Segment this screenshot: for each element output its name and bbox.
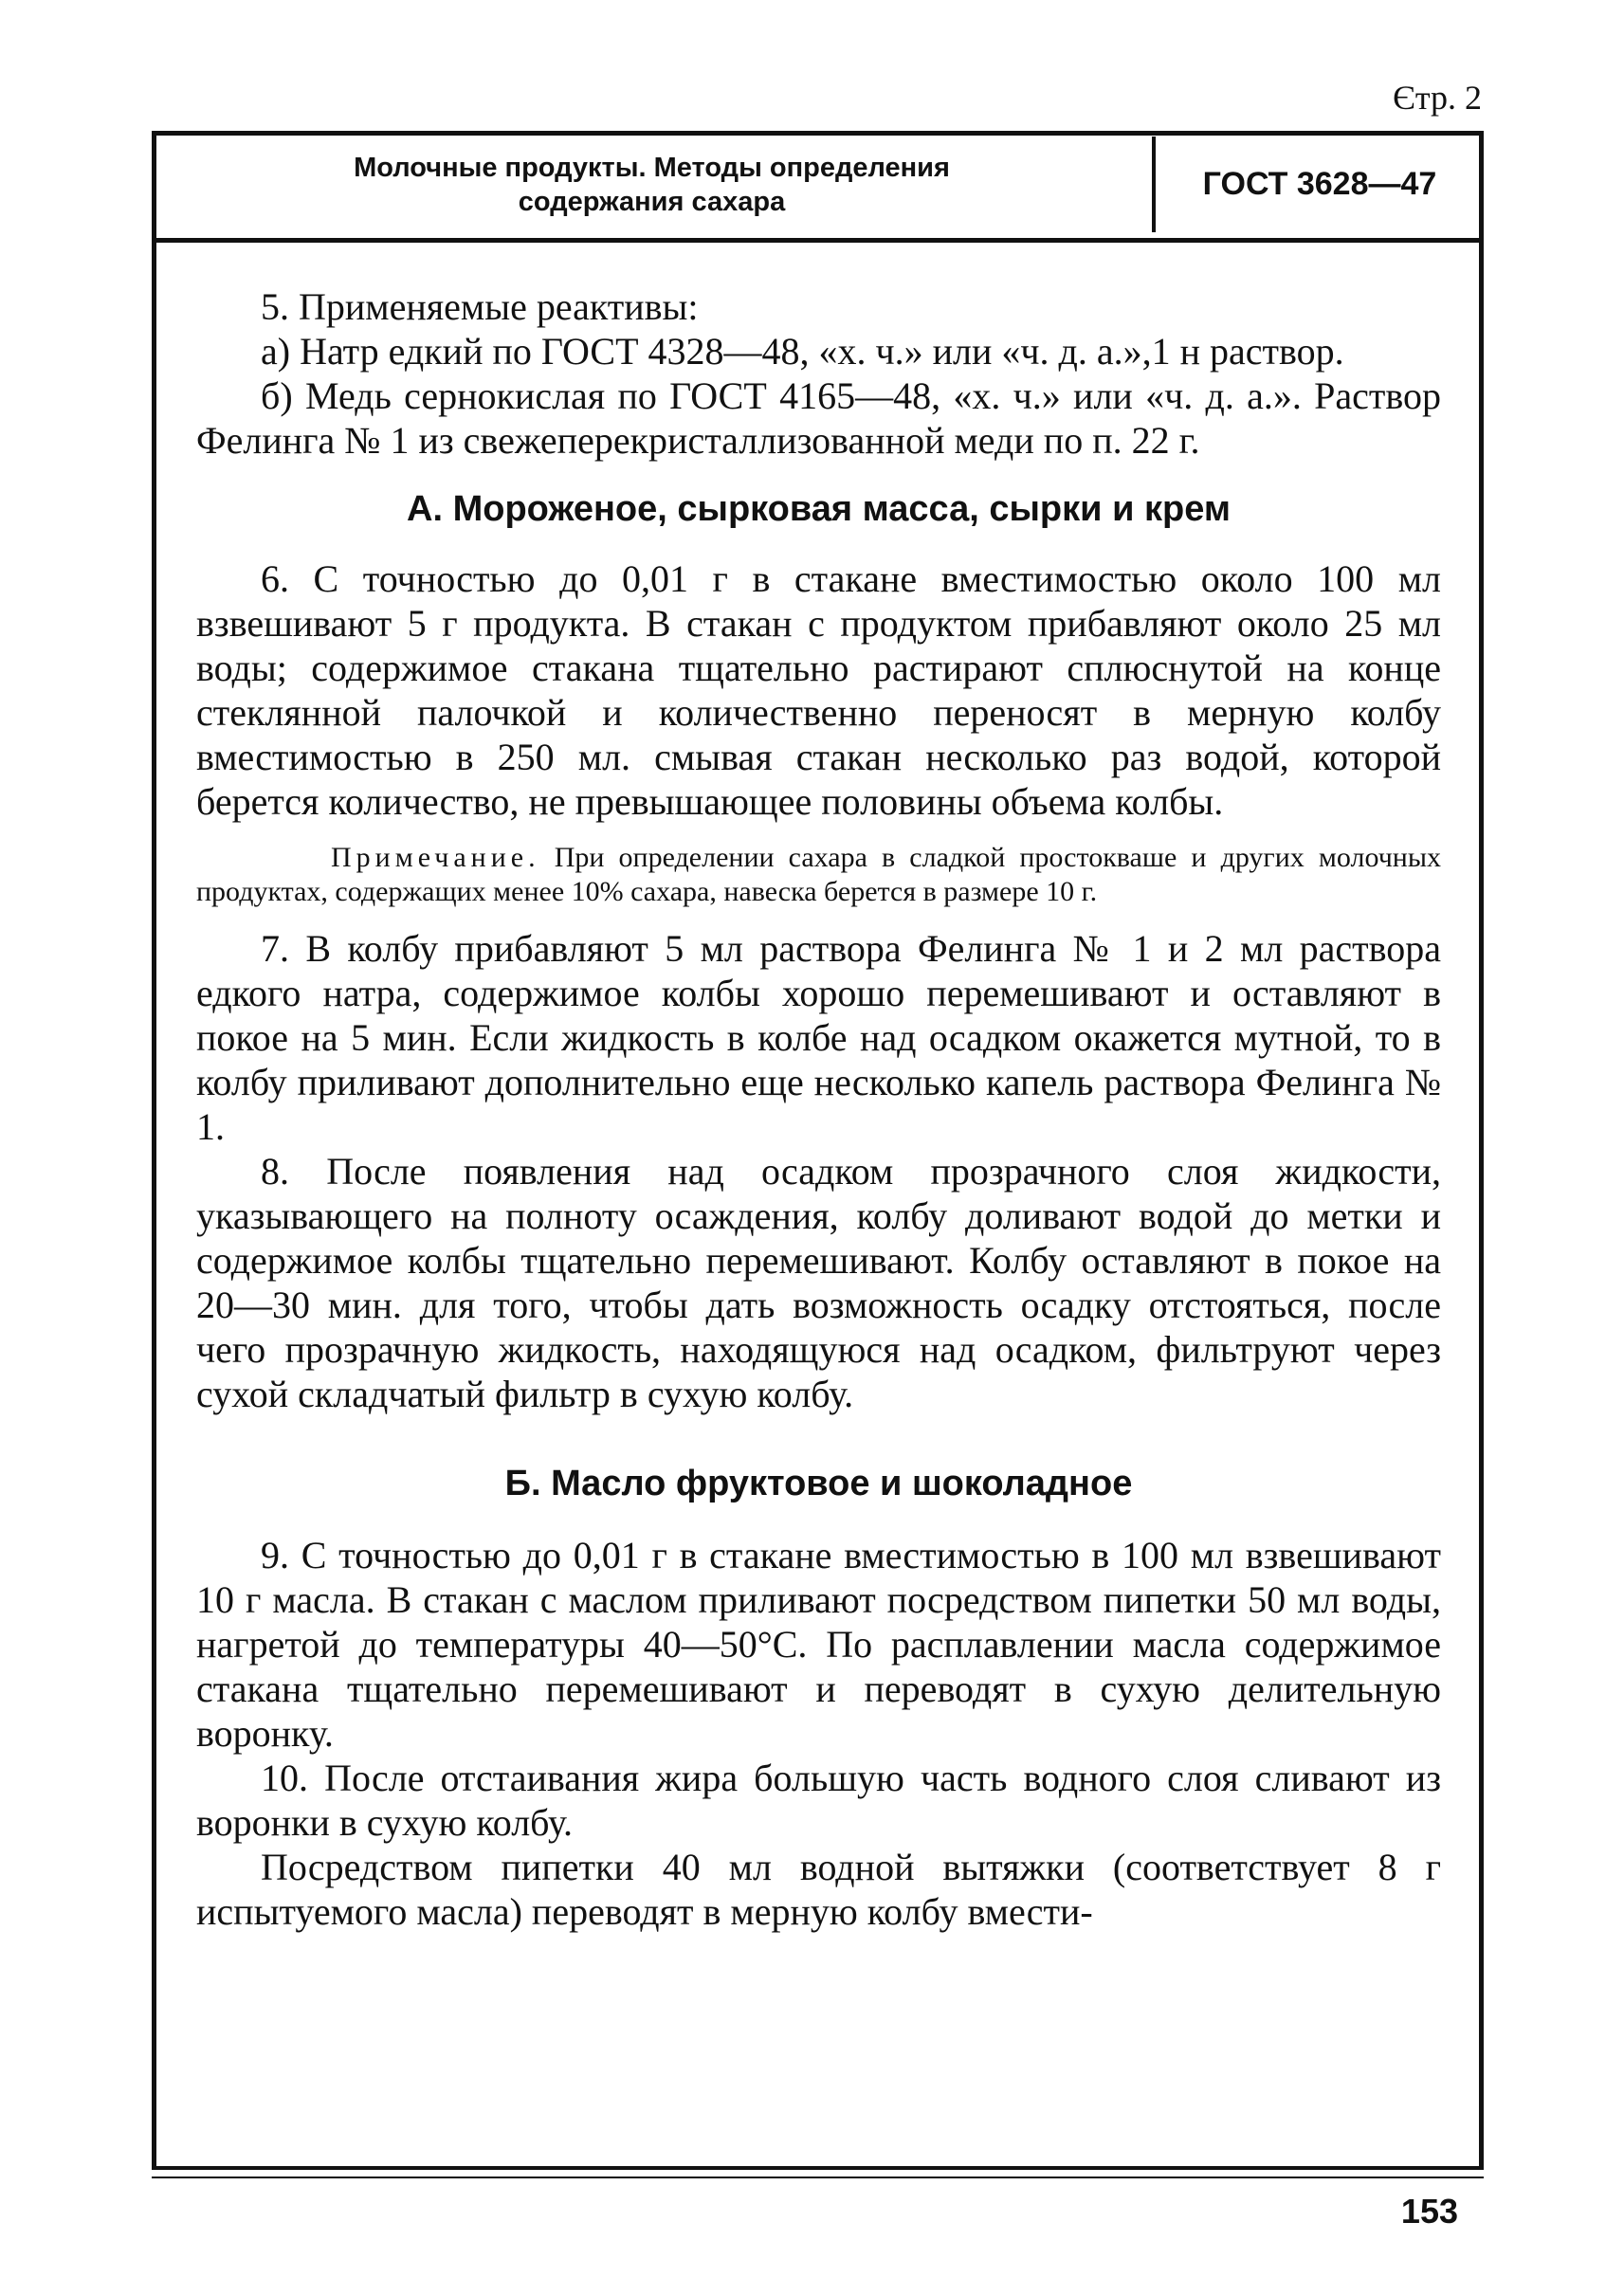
- page-number: 153: [1400, 2192, 1458, 2231]
- document-body: [196, 284, 1441, 1934]
- page-label: Єтр. 2: [1393, 79, 1482, 117]
- paragraph-7: 7. В колбу прибавляют 5 мл раствора Фелинга № 1 и 2 мл раствора едкого натра, содержимое колбы хорошо перемешивают и оставляют в покое на 5 мин. Если жидкость в колбе над осадком окажется мутной, то в колбу приливают дополнительно еще несколько капель раствора Фелинга № 1.: [196, 927, 1441, 1148]
- standard-code: ГОСТ 3628—47: [1202, 166, 1437, 202]
- paragraph-10-continuation: Посредством пипетки 40 мл водной вытяжки (соответствует 8 г испытуемого масла) переводят в мерную колбу вмести-: [196, 1846, 1441, 1933]
- paragraph-6: 6. С точностью до 0,01 г в стакане вместимостью около 100 мл взвешивают 5 г продукта. В стакан с продуктом прибавляют около 25 мл воды; содержимое стакана тщательно растирают сплюснутой на конце стеклянной палочкой и количественно переносят в мерную колбу вместимостью в 250 мл. смывая стакан несколько раз водой, которой берется количество, не превышающее половины объема колбы.: [196, 557, 1441, 823]
- note-text: При определении сахара в сладкой простокваше и других молочных продуктах, содержащих менее 10% сахара, навеска берется в размере 10 г.: [196, 842, 1441, 907]
- paragraph-9: 9. С точностью до 0,01 г в стакане вместимостью в 100 мл взвешивают 10 г масла. В стакан с маслом приливают посредством пипетки 50 мл воды, нагретой до температуры 40—50°С. По расплавлении масла содержимое стакана тщательно перемешивают и переводят в сухую делительную воронку.: [196, 1534, 1441, 1755]
- document-title: [152, 131, 1152, 238]
- note: [196, 841, 1441, 909]
- paragraph-5-intro: 5. Применяемые реактивы:: [261, 285, 699, 328]
- paragraph-5b: б) Медь сернокислая по ГОСТ 4165—48, «х. ч.» или «ч. д. а.». Раствор Фелинга № 1 из свежеперекристаллизованной меди по п. 22 г.: [196, 374, 1441, 462]
- document-header: [152, 131, 1484, 243]
- document-title-line1: Молочные продукты. Методы определения: [354, 152, 950, 183]
- bottom-rule-thin: [152, 2177, 1484, 2178]
- document-title-line2: содержания сахара: [518, 186, 786, 217]
- section-b-heading: Б. Масло фруктовое и шоколадное: [504, 1464, 1133, 1503]
- paragraph-8: 8. После появления над осадком прозрачного слоя жидкости, указывающего на полноту осаждения, колбу доливают водой до метки и содержимое колбы тщательно перемешивают. Колбу оставляют в покое на 20—30 мин. для того, чтобы дать возможность осадку отстояться, после чего прозрачную жидкость, находящуюся над осадком, фильтруют через сухой складчатый фильтр в сухую колбу.: [196, 1150, 1441, 1415]
- paragraph-5a: а) Натр едкий по ГОСТ 4328—48, «х. ч.» или «ч. д. а.»,1 н раствор.: [261, 330, 1344, 373]
- paragraph-10: 10. После отстаивания жира большую часть водного слоя сливают из воронки в сухую колбу.: [196, 1757, 1441, 1844]
- bottom-rule: [152, 2166, 1484, 2170]
- section-a-heading: А. Мороженое, сырковая масса, сырки и крем: [407, 489, 1231, 529]
- note-label: Примечание.: [331, 842, 540, 873]
